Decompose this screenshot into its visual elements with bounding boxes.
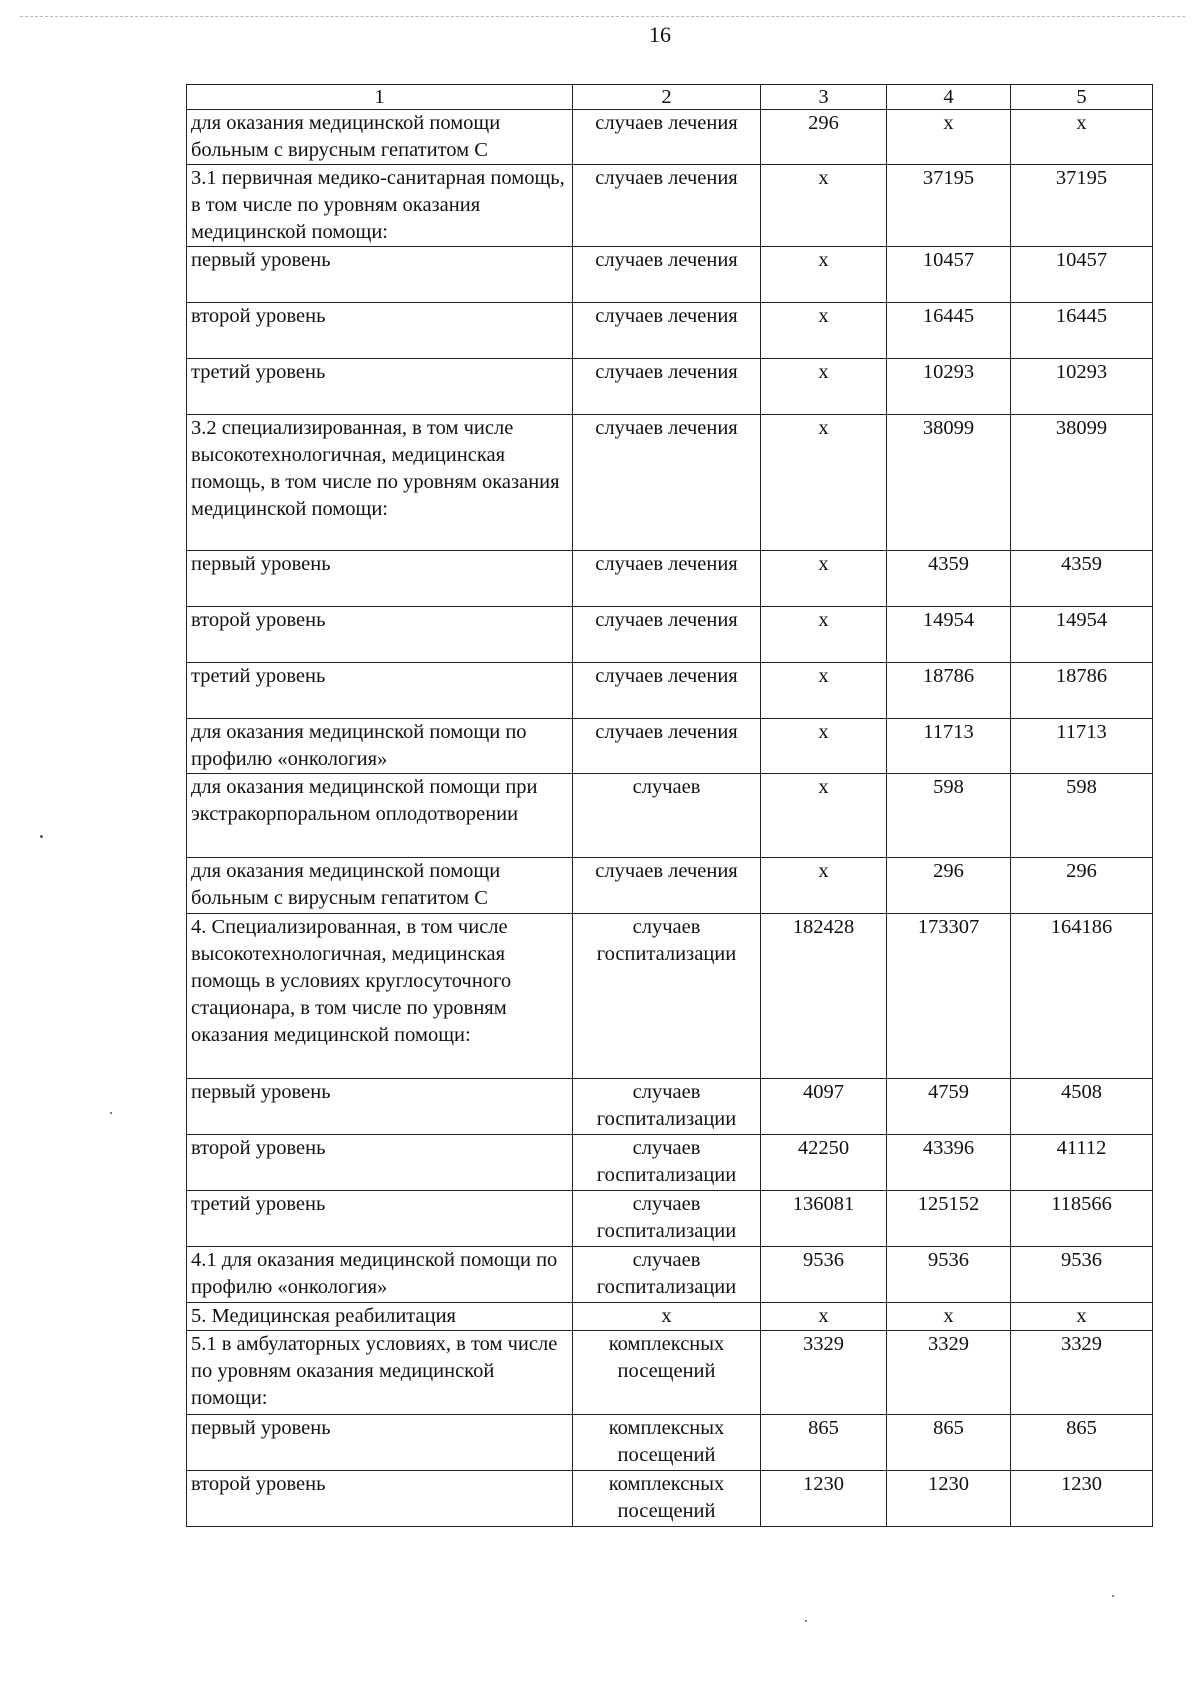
- row-label-cell: второй уровень: [187, 303, 573, 359]
- value-cell-col3: 9536: [761, 1247, 887, 1303]
- page-number: 16: [649, 22, 671, 47]
- value-cell-col4: 9536: [887, 1247, 1011, 1303]
- value-cell-col4: 14954: [887, 607, 1011, 663]
- value-cell-col3: 136081: [761, 1191, 887, 1247]
- table-row: [187, 415, 1153, 551]
- value-cell-col5: 41112: [1011, 1135, 1153, 1191]
- value-cell-col5: 18786: [1011, 663, 1153, 719]
- value-cell-col4: х: [887, 110, 1011, 165]
- scan-speck: [1112, 1595, 1114, 1597]
- table-row: [187, 1191, 1153, 1247]
- row-label-cell: для оказания медицинской помощи по профилю «онкология»: [187, 719, 573, 774]
- table-row: [187, 858, 1153, 914]
- value-cell-col4: 4759: [887, 1079, 1011, 1135]
- value-cell-col4: 10457: [887, 247, 1011, 303]
- table-row: [187, 1247, 1153, 1303]
- unit-cell: случаев лечения: [573, 359, 761, 415]
- table-row: [187, 1079, 1153, 1135]
- value-cell-col4: 173307: [887, 914, 1011, 1079]
- table-row: [187, 551, 1153, 607]
- row-label-cell: 5.1 в амбулаторных условиях, в том числе по уровням оказания медицинской помощи:: [187, 1331, 573, 1415]
- table-row: [187, 303, 1153, 359]
- table-row: [187, 607, 1153, 663]
- scan-edge-line: [20, 16, 1185, 17]
- unit-cell: случаев госпитализации: [573, 914, 761, 1079]
- unit-cell: случаев госпитализации: [573, 1135, 761, 1191]
- unit-cell: случаев госпитализации: [573, 1079, 761, 1135]
- value-cell-col4: 125152: [887, 1191, 1011, 1247]
- value-cell-col5: 10457: [1011, 247, 1153, 303]
- table-header-row: [187, 85, 1153, 110]
- table-row: [187, 165, 1153, 247]
- value-cell-col3: 4097: [761, 1079, 887, 1135]
- value-cell-col5: 4359: [1011, 551, 1153, 607]
- unit-cell: комплексных посещений: [573, 1415, 761, 1471]
- value-cell-col3: х: [761, 415, 887, 551]
- value-cell-col4: 1230: [887, 1471, 1011, 1527]
- unit-cell: случаев лечения: [573, 551, 761, 607]
- scan-speck: [40, 835, 43, 838]
- value-cell-col5: 1230: [1011, 1471, 1153, 1527]
- value-cell-col3: 865: [761, 1415, 887, 1471]
- value-cell-col3: х: [761, 858, 887, 914]
- value-cell-col4: 865: [887, 1415, 1011, 1471]
- value-cell-col3: х: [761, 551, 887, 607]
- value-cell-col3: 42250: [761, 1135, 887, 1191]
- unit-cell: случаев лечения: [573, 415, 761, 551]
- unit-cell: комплексных посещений: [573, 1471, 761, 1527]
- value-cell-col4: х: [887, 1303, 1011, 1331]
- value-cell-col5: 4508: [1011, 1079, 1153, 1135]
- value-cell-col4: 296: [887, 858, 1011, 914]
- value-cell-col3: 1230: [761, 1471, 887, 1527]
- value-cell-col5: 11713: [1011, 719, 1153, 774]
- value-cell-col5: 118566: [1011, 1191, 1153, 1247]
- scan-speck: [805, 1620, 807, 1622]
- table-row: [187, 1471, 1153, 1527]
- table-row: [187, 663, 1153, 719]
- table-row: [187, 247, 1153, 303]
- unit-cell: случаев лечения: [573, 110, 761, 165]
- table-row: [187, 914, 1153, 1079]
- row-label-cell: первый уровень: [187, 551, 573, 607]
- unit-cell: случаев госпитализации: [573, 1191, 761, 1247]
- row-label-cell: 5. Медицинская реабилитация: [187, 1303, 573, 1331]
- value-cell-col5: 164186: [1011, 914, 1153, 1079]
- value-cell-col5: 38099: [1011, 415, 1153, 551]
- row-label-cell: второй уровень: [187, 1135, 573, 1191]
- value-cell-col3: х: [761, 303, 887, 359]
- value-cell-col4: 38099: [887, 415, 1011, 551]
- value-cell-col4: 598: [887, 774, 1011, 858]
- value-cell-col3: х: [761, 774, 887, 858]
- value-cell-col3: х: [761, 359, 887, 415]
- value-cell-col3: х: [761, 247, 887, 303]
- value-cell-col4: 3329: [887, 1331, 1011, 1415]
- unit-cell: случаев: [573, 774, 761, 858]
- value-cell-col3: х: [761, 719, 887, 774]
- table-row: [187, 719, 1153, 774]
- value-cell-col5: 3329: [1011, 1331, 1153, 1415]
- row-label-cell: третий уровень: [187, 663, 573, 719]
- row-label-cell: второй уровень: [187, 1471, 573, 1527]
- value-cell-col4: 18786: [887, 663, 1011, 719]
- value-cell-col5: 16445: [1011, 303, 1153, 359]
- value-cell-col5: 865: [1011, 1415, 1153, 1471]
- value-cell-col4: 37195: [887, 165, 1011, 247]
- header-cell: 3: [761, 85, 887, 110]
- unit-cell: случаев лечения: [573, 663, 761, 719]
- value-cell-col3: 296: [761, 110, 887, 165]
- value-cell-col3: 182428: [761, 914, 887, 1079]
- value-cell-col5: 598: [1011, 774, 1153, 858]
- unit-cell: случаев лечения: [573, 247, 761, 303]
- table-row: [187, 1303, 1153, 1331]
- value-cell-col5: 14954: [1011, 607, 1153, 663]
- value-cell-col3: х: [761, 607, 887, 663]
- header-cell: 5: [1011, 85, 1153, 110]
- data-table: [186, 84, 1153, 1527]
- table-row: [187, 359, 1153, 415]
- row-label-cell: первый уровень: [187, 247, 573, 303]
- unit-cell: случаев лечения: [573, 719, 761, 774]
- value-cell-col5: 296: [1011, 858, 1153, 914]
- value-cell-col3: 3329: [761, 1331, 887, 1415]
- row-label-cell: первый уровень: [187, 1079, 573, 1135]
- header-cell: 4: [887, 85, 1011, 110]
- unit-cell: случаев госпитализации: [573, 1247, 761, 1303]
- scan-speck: [110, 1112, 112, 1114]
- value-cell-col5: х: [1011, 110, 1153, 165]
- unit-cell: случаев лечения: [573, 303, 761, 359]
- unit-cell: случаев лечения: [573, 607, 761, 663]
- table-row: [187, 110, 1153, 165]
- row-label-cell: второй уровень: [187, 607, 573, 663]
- header-cell: 2: [573, 85, 761, 110]
- row-label-cell: 4.1 для оказания медицинской помощи по профилю «онкология»: [187, 1247, 573, 1303]
- value-cell-col5: х: [1011, 1303, 1153, 1331]
- row-label-cell: 3.2 специализированная, в том числе высокотехнологичная, медицинская помощь, в том числе по уровням оказания медицинской помощи:: [187, 415, 573, 551]
- row-label-cell: третий уровень: [187, 1191, 573, 1247]
- row-label-cell: первый уровень: [187, 1415, 573, 1471]
- value-cell-col4: 11713: [887, 719, 1011, 774]
- row-label-cell: 4. Специализированная, в том числе высокотехнологичная, медицинская помощь в условиях круглосуточного стационара, в том числе по уровням оказания медицинской помощи:: [187, 914, 573, 1079]
- table-row: [187, 1415, 1153, 1471]
- row-label-cell: для оказания медицинской помощи при экстракорпоральном оплодотворении: [187, 774, 573, 858]
- row-label-cell: 3.1 первичная медико-санитарная помощь, в том числе по уровням оказания медицинской помощи:: [187, 165, 573, 247]
- unit-cell: х: [573, 1303, 761, 1331]
- table-row: [187, 1135, 1153, 1191]
- value-cell-col5: 10293: [1011, 359, 1153, 415]
- unit-cell: случаев лечения: [573, 858, 761, 914]
- unit-cell: случаев лечения: [573, 165, 761, 247]
- value-cell-col4: 4359: [887, 551, 1011, 607]
- value-cell-col4: 16445: [887, 303, 1011, 359]
- table-row: [187, 1331, 1153, 1415]
- header-cell: 1: [187, 85, 573, 110]
- value-cell-col3: х: [761, 1303, 887, 1331]
- row-label-cell: третий уровень: [187, 359, 573, 415]
- value-cell-col4: 10293: [887, 359, 1011, 415]
- row-label-cell: для оказания медицинской помощи больным с вирусным гепатитом С: [187, 858, 573, 914]
- unit-cell: комплексных посещений: [573, 1331, 761, 1415]
- value-cell-col5: 37195: [1011, 165, 1153, 247]
- value-cell-col4: 43396: [887, 1135, 1011, 1191]
- value-cell-col3: х: [761, 663, 887, 719]
- table-row: [187, 774, 1153, 858]
- value-cell-col5: 9536: [1011, 1247, 1153, 1303]
- row-label-cell: для оказания медицинской помощи больным с вирусным гепатитом С: [187, 110, 573, 165]
- value-cell-col3: х: [761, 165, 887, 247]
